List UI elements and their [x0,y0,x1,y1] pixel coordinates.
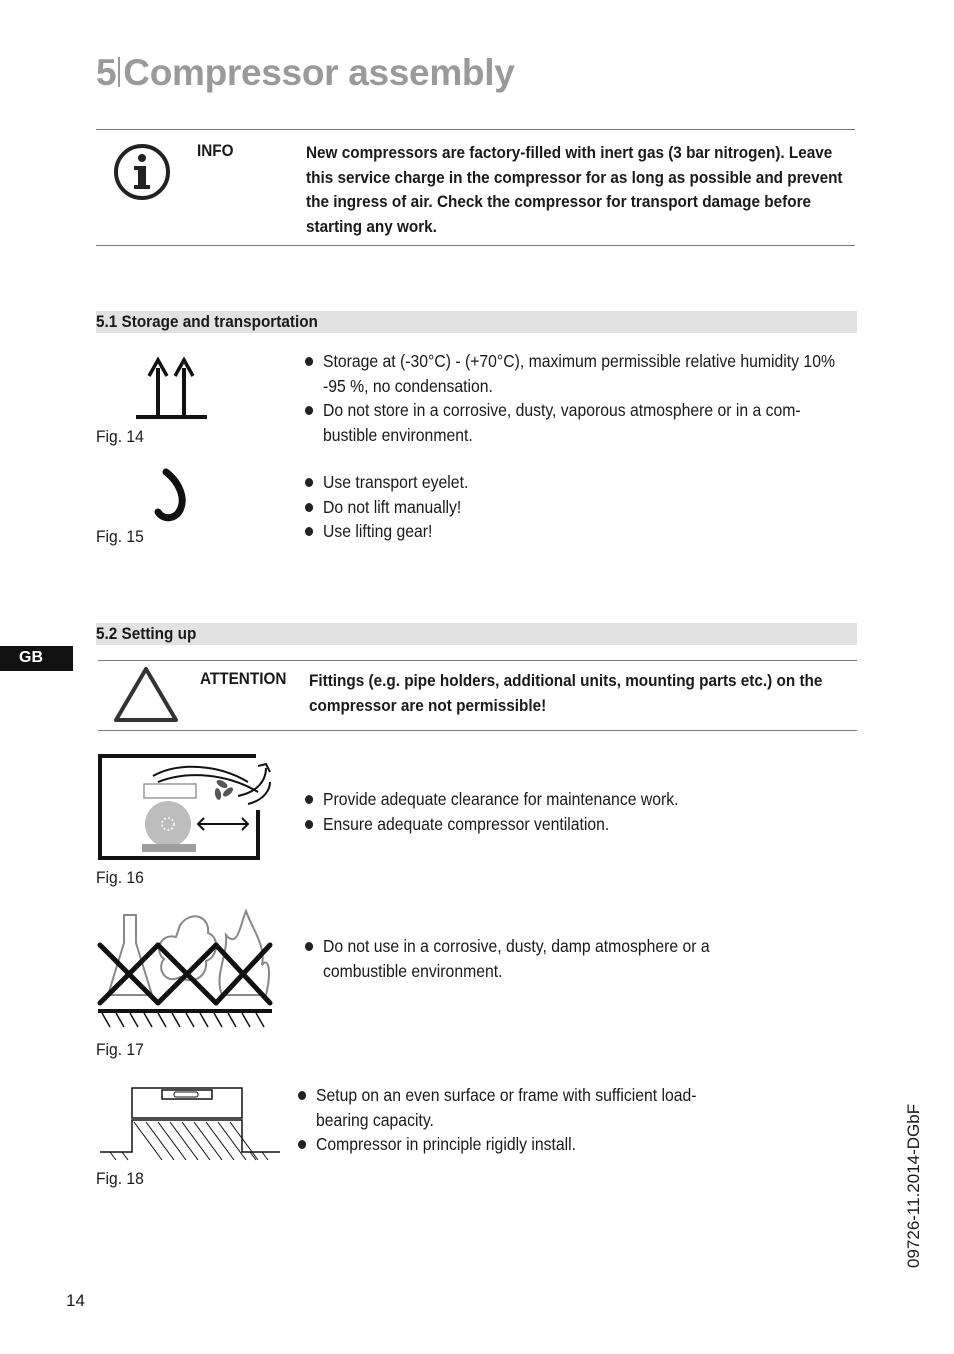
language-tab [0,646,73,671]
list-item: Use transport eyelet. [305,470,665,495]
fig-18-bullet-list [298,1083,739,1157]
fig-17-bullet-list [305,934,773,983]
section-5-2-title: 5.2 Setting up [96,624,197,643]
fig-18-caption: Fig. 18 [96,1169,144,1188]
section-5-1-title: 5.1 Storage and transportation [96,312,318,331]
info-bottom-rule [96,245,855,246]
fig-14-bullet-list [305,349,855,447]
list-item: Do not store in a corrosive, dusty, vaporous atmosphere or in a com-bustible environment. [305,398,855,447]
attention-bottom-rule [98,730,857,731]
section-5-1-header [96,311,857,333]
attention-top-rule [98,660,857,661]
list-item: Compressor in principle rigidly install. [298,1132,739,1157]
page-number: 14 [66,1291,85,1310]
info-top-rule [96,129,855,130]
spirit-level-surface-icon [100,1084,284,1164]
list-item: Ensure adequate compressor ventilation. [305,812,845,837]
list-item: Provide adequate clearance for maintenance work. [305,787,845,812]
chapter-title: Compressor assembly [123,52,515,93]
list-item: Setup on an even surface or frame with sufficient load-bearing capacity. [298,1083,739,1132]
document-id: 09726-11.2014-DGbF [904,1103,923,1268]
ventilation-clearance-icon [98,752,273,862]
list-item: Do not use in a corrosive, dusty, damp atmosphere or a combustible environment. [305,934,773,983]
warning-triangle-icon [112,665,180,723]
fig-16-bullet-list [305,787,845,836]
list-item: Do not lift manually! [305,495,665,520]
info-text: New compressors are factory-filled with inert gas (3 bar nitrogen). Leave this service charge in the compressor for as long as possible and prevent the ingress of air. Check the compressor for transport damage before starting any work. [306,143,843,236]
list-item: Storage at (-30°C) - (+70°C), maximum permissible relative humidity 10% -95 %, no condensation. [305,349,855,398]
fig-17-caption: Fig. 17 [96,1040,144,1059]
fig-16-caption: Fig. 16 [96,868,144,887]
chapter-separator [118,57,120,87]
section-5-2-header [96,623,857,645]
chapter-number: 5 [96,52,117,93]
list-item: Use lifting gear! [305,519,665,544]
attention-text: Fittings (e.g. pipe holders, additional units, mounting parts etc.) on the compressor are not permissible! [309,671,823,715]
this-way-up-arrows-icon [136,358,208,422]
language-tab-label: GB [19,649,43,666]
chapter-heading [96,52,514,94]
prohibited-environment-icon [96,905,274,1030]
attention-label: ATTENTION [200,669,287,688]
fig-14-caption: Fig. 14 [96,427,144,446]
fig-15-bullet-list [305,470,665,544]
lifting-hook-icon [146,468,190,526]
info-icon [113,143,171,201]
fig-15-caption: Fig. 15 [96,527,144,546]
info-label: INFO [197,141,234,160]
